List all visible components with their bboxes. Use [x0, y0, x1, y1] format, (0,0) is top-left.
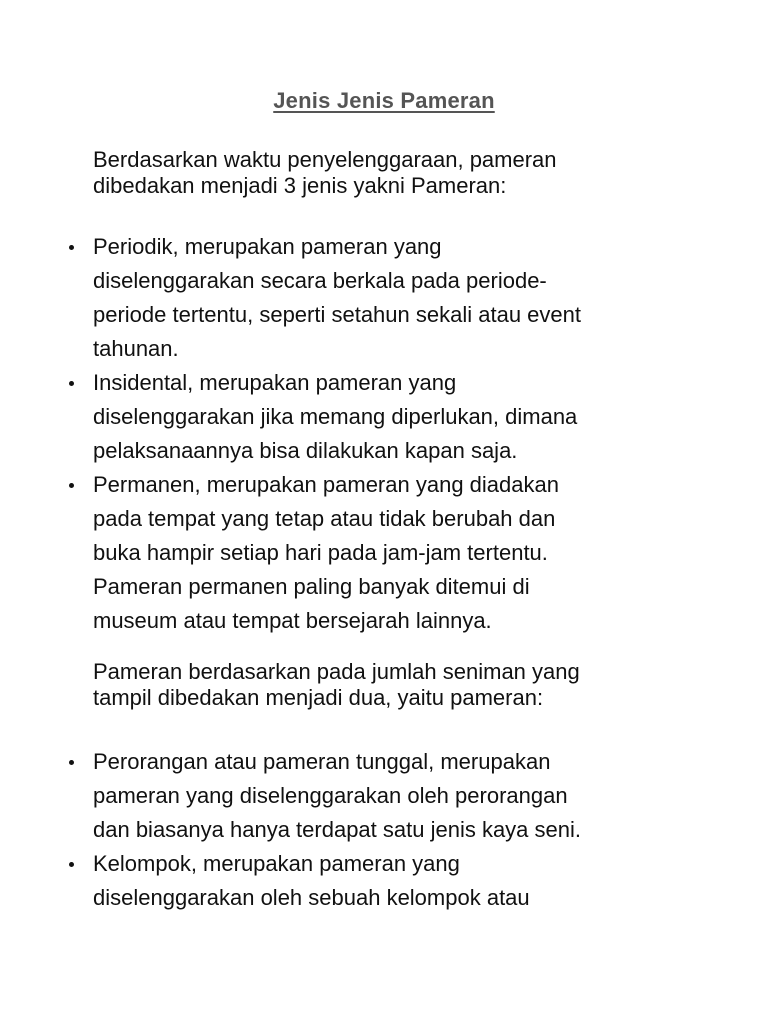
bullet-icon: [69, 862, 74, 867]
bullet-icon: [69, 381, 74, 386]
list-item-line: pelaksanaannya bisa dilakukan kapan saja.: [93, 438, 518, 463]
list-item-line: pameran yang diselenggarakan oleh perorangan: [93, 783, 568, 808]
list-item-permanen: [0, 468, 768, 638]
list-item-line: museum atau tempat bersejarah lainnya.: [93, 608, 492, 633]
list-item-line: diselenggarakan oleh sebuah kelompok atau: [93, 885, 530, 910]
paragraph-line: Berdasarkan waktu penyelenggaraan, pameran: [93, 147, 557, 172]
intro-paragraph-seniman: [93, 659, 713, 711]
list-item-line: diselenggarakan secara berkala pada periode-: [93, 268, 547, 293]
paragraph-line: Pameran berdasarkan pada jumlah seniman yang: [93, 659, 580, 684]
bullet-icon: [69, 245, 74, 250]
paragraph-line: tampil dibedakan menjadi dua, yaitu pameran:: [93, 685, 544, 710]
list-item-line: buka hampir setiap hari pada jam-jam tertentu.: [93, 540, 548, 565]
list-item-line: dan biasanya hanya terdapat satu jenis kaya seni.: [93, 817, 581, 842]
list-item-line: Insidental, merupakan pameran yang: [93, 370, 457, 395]
list-item-line: pada tempat yang tetap atau tidak berubah dan: [93, 506, 556, 531]
list-item-line: diselenggarakan jika memang diperlukan, dimana: [93, 404, 578, 429]
list-item-periodik: [0, 230, 768, 366]
list-item-line: tahunan.: [93, 336, 179, 361]
list-item-line: periode tertentu, seperti setahun sekali atau event: [93, 302, 581, 327]
list-item-kelompok: [0, 847, 768, 915]
list-item-line: Periodik, merupakan pameran yang: [93, 234, 442, 259]
bullet-icon: [69, 483, 74, 488]
list-item-line: Pameran permanen paling banyak ditemui di: [93, 574, 530, 599]
list-item-line: Perorangan atau pameran tunggal, merupakan: [93, 749, 551, 774]
bullet-list-waktu: [0, 230, 768, 638]
list-item-insidental: [0, 366, 768, 468]
list-item-line: Permanen, merupakan pameran yang diadakan: [93, 472, 559, 497]
bullet-icon: [69, 760, 74, 765]
paragraph-line: dibedakan menjadi 3 jenis yakni Pameran:: [93, 173, 507, 198]
list-item-perorangan: [0, 745, 768, 847]
document-title: Jenis Jenis Pameran: [273, 88, 495, 113]
intro-paragraph-waktu: [93, 147, 713, 199]
bullet-list-seniman: [0, 745, 768, 915]
list-item-line: Kelompok, merupakan pameran yang: [93, 851, 460, 876]
